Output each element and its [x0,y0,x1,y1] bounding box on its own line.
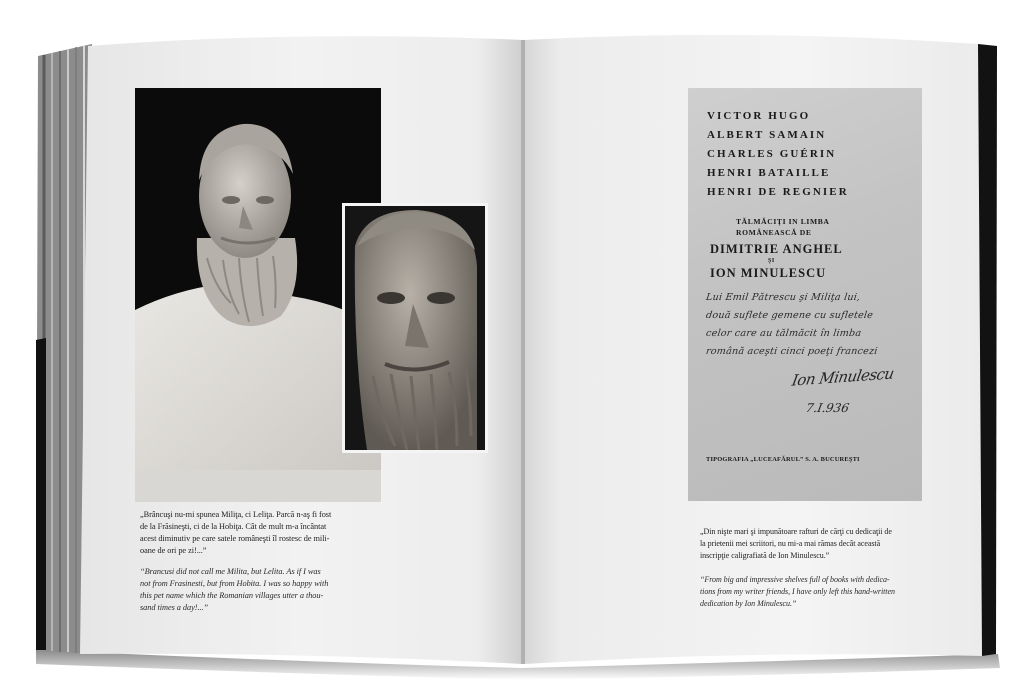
author-name: VICTOR HUGO [707,110,811,122]
caption-line: “From big and impressive shelves full of books with dedica- [700,575,890,584]
caption-line: tions from my writer friends, I have only left this hand-written [700,587,895,596]
caption-line: “Brancusi did not call me Milita, but Lelita. As if I was [140,567,321,576]
translated-label: ROMÂNEASCĂ DE [736,228,812,237]
caption-line: inscripţie caligrafiată de Ion Minulescu.” [700,551,830,560]
title-page-photo [688,88,922,501]
translated-label: TĂLMĂCIŢI IN LIMBA [736,217,830,226]
right-caption-english [700,574,895,610]
caption-line: la prietenii mei scriitori, nu mi-a mai rămas decât această [700,539,881,548]
handwritten-dedication-line: două suflete gemene cu sufletele [705,310,874,321]
handwritten-date: 7.I.936 [804,401,851,415]
author-name: CHARLES GUÉRIN [707,148,837,160]
handwritten-dedication-line: celor care au tălmăcit în limba [705,328,863,339]
caption-line: not from Frasinesti, but from Hobita. I was so happy with [140,579,329,588]
caption-line: de la Frăsineşti, ci de la Hobiţa. Cât de mult m-a încântat [140,522,327,531]
left-caption-romanian [140,509,331,557]
author-name: ALBERT SAMAIN [707,129,827,141]
printer-imprint: TIPOGRAFIA „LUCEAFĂRUL” S. A. BUCUREŞTI [706,456,860,463]
author-name: HENRI DE REGNIER [707,186,849,198]
handwritten-signature: Ion Minulescu [790,364,896,390]
handwritten-dedication-line: Lui Emil Pătrescu şi Miliţa lui, [705,292,862,303]
caption-line: acest diminutiv pe care satele româneşti îl rostesc de mili- [140,534,330,543]
face-detail-photo [342,203,488,453]
left-caption-english [140,566,328,614]
caption-line: „Din nişte mari şi impunătoare rafturi de cărţi cu dedicaţii de [700,527,892,536]
right-caption-romanian [700,526,892,562]
caption-line: dedication by Ion Minulescu.” [700,599,797,608]
handwritten-dedication-line: română aceşti cinci poeţi francezi [705,346,879,357]
caption-line: „Brâncuşi nu-mi spunea Miliţa, ci Leliţa. Parcă n-aş fi fost [140,510,332,519]
translator-name: ION MINULESCU [710,266,827,280]
caption-line: oane de ori pe zi!...” [140,546,207,555]
translator-name: DIMITRIE ANGHEL [710,242,843,256]
author-name: HENRI BATAILLE [707,167,831,179]
conjunction: ŞI [768,258,775,264]
caption-line: sand times a day!...” [140,603,209,612]
caption-line: this pet name which the Romanian villages utter a thou- [140,591,324,600]
